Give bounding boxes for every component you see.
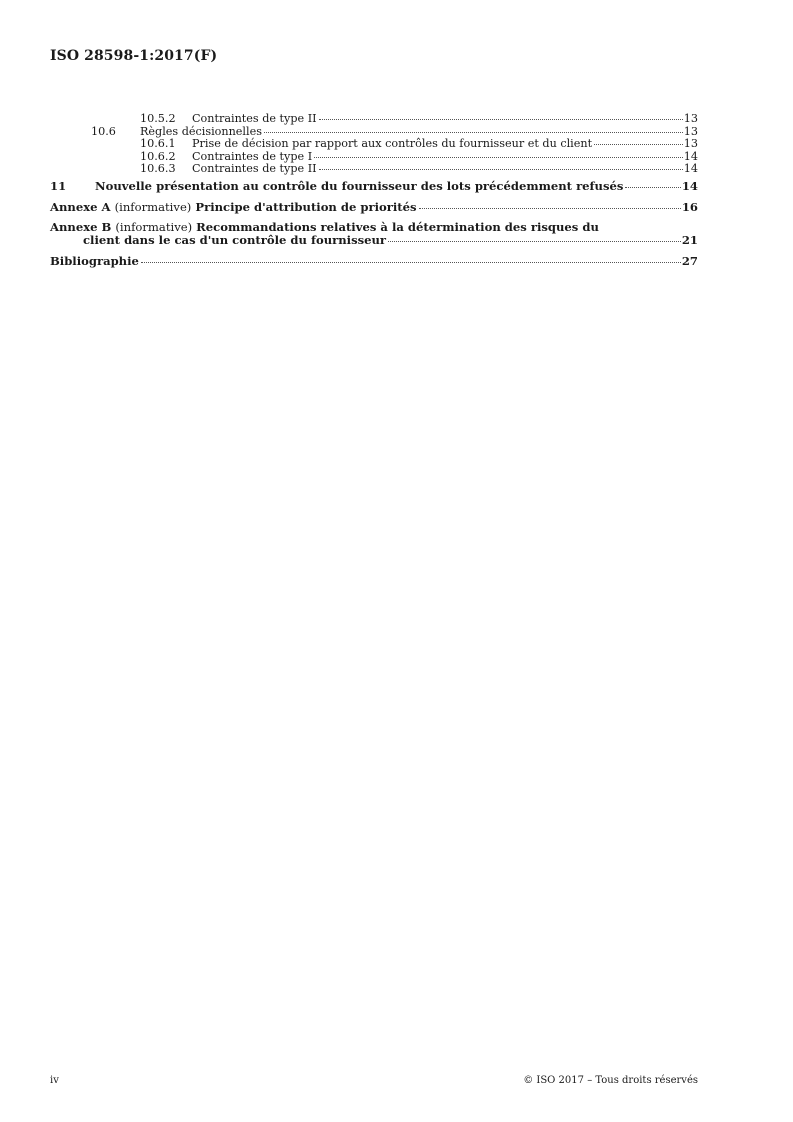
toc-page: 14 [683,162,698,176]
dot-leader [594,144,683,145]
toc-title: Nouvelle présentation au contrôle du fournisseur des lots précédemment refusés [95,178,624,193]
toc-page: 13 [683,124,698,138]
toc-number: 10.6.2 [140,149,176,163]
annex-type: (informative) [115,220,193,235]
dot-leader [314,157,683,158]
toc-number: 11 [50,178,67,193]
toc-entry-10-6-3[interactable] [50,163,698,176]
toc-page: 13 [683,137,698,151]
toc-page: 13 [683,112,698,125]
dot-leader [319,169,683,170]
toc-title: Règles décisionnelles [140,124,262,138]
toc-page: 21 [681,233,698,248]
toc-title: Contraintes de type I [192,149,313,163]
copyright-notice: © ISO 2017 – Tous droits réservés [523,1075,698,1086]
toc-number: 10.5.2 [140,112,176,125]
toc-entry-10-6-1[interactable] [50,138,698,151]
document-id: ISO 28598-1:2017(F) [50,48,218,64]
annex-title: Principe d'attribution de priorités [195,199,417,214]
page-number: iv [50,1075,59,1086]
dot-leader [388,241,681,242]
toc-title: Prise de décision par rapport aux contrôles du fournisseur et du client [192,137,593,151]
toc-title: Bibliographie [50,254,139,269]
toc-page: 27 [681,254,698,269]
dot-leader [264,132,683,133]
dot-leader [419,208,681,209]
annex-type: (informative) [114,199,192,214]
dot-leader [141,262,681,263]
annex-second-line [50,234,698,247]
toc-page: 14 [683,149,698,163]
toc-title: Contraintes de type II [192,162,317,176]
toc-page: 16 [681,199,698,214]
toc-number: 10.6.3 [140,162,176,176]
toc-entry-11[interactable] [50,180,698,193]
toc-entry-annex-b[interactable] [50,221,698,247]
annex-label: Annexe B [50,220,112,235]
toc-number: 10.6 [91,124,116,138]
table-of-contents [50,113,698,268]
annex-title-line1: Recommandations relatives à la détermination des risques du [196,220,599,235]
toc-page: 14 [681,178,698,193]
toc-number: 10.6.1 [140,137,176,151]
annex-title-line2: client dans le cas d'un contrôle du fournisseur [83,233,387,248]
dot-leader [319,119,683,120]
dot-leader [625,187,680,188]
toc-entry-10-5-2[interactable] [50,113,698,126]
toc-entry-bibliography[interactable] [50,255,698,268]
annex-label: Annexe A [50,199,111,214]
toc-entry-annex-a[interactable] [50,201,698,214]
toc-title: Contraintes de type II [192,112,317,125]
toc-title [50,201,417,214]
